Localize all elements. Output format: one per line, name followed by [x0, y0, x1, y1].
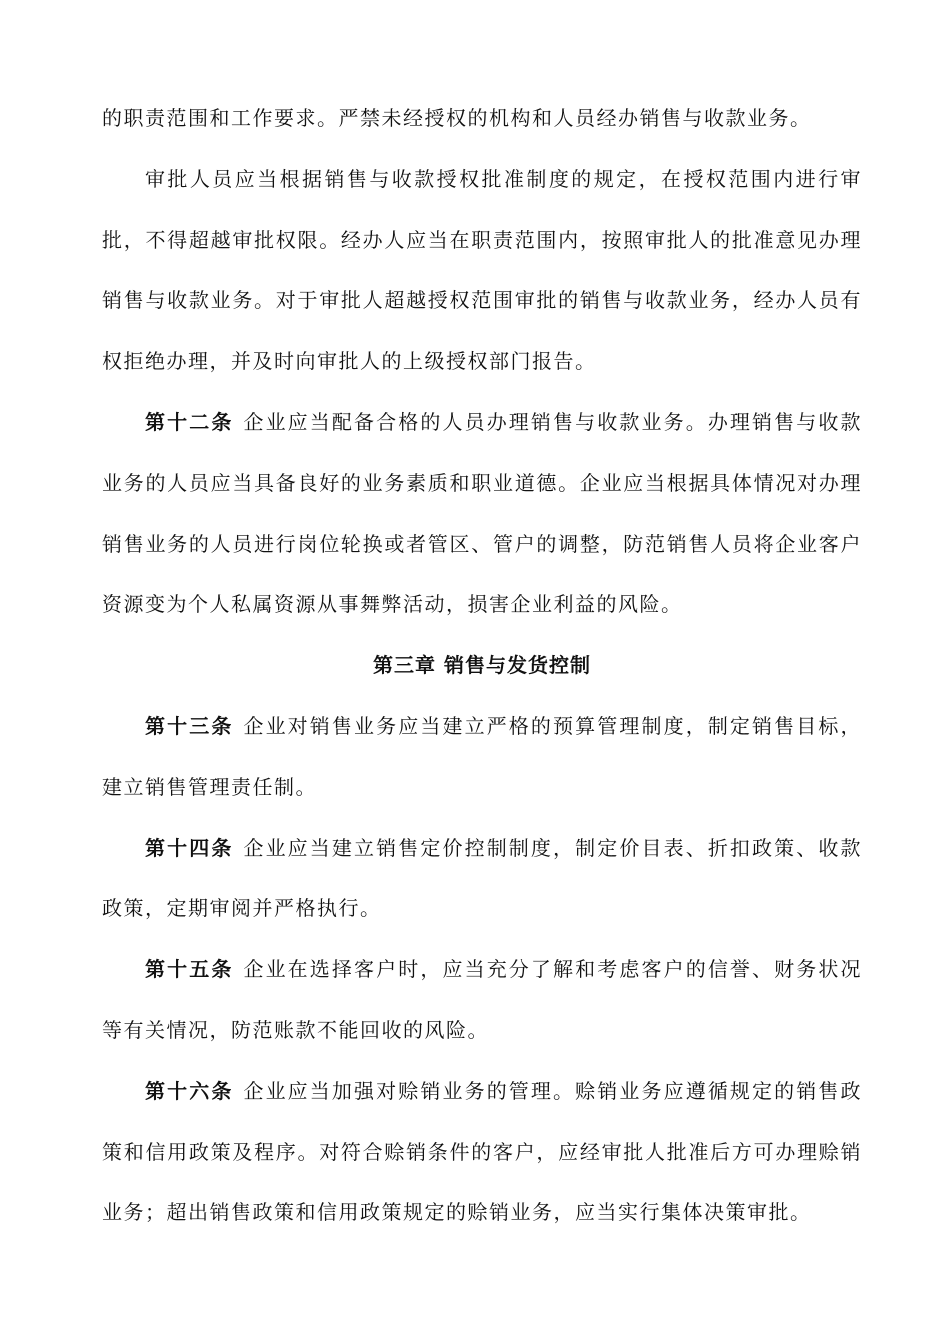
- article-15-label: 第十五条: [145, 957, 234, 982]
- article-15-text: 企业在选择客户时，应当充分了解和考虑客户的信誉、财务状况等有关情况，防范账款不能回收的风险。: [102, 957, 863, 1042]
- article-14-text: 企业应当建立销售定价控制制度，制定价目表、折扣政策、收款政策，定期审阅并严格执行。: [102, 835, 863, 921]
- paragraph-continuation: 的职责范围和工作要求。严禁未经授权的机构和人员经办销售与收款业务。: [102, 106, 812, 130]
- article-13: [102, 696, 862, 818]
- article-12-text: 企业应当配备合格的人员办理销售与收款业务。办理销售与收款业务的人员应当具备良好的业务素质和职业道德。企业应当根据具体情况对办理销售业务的人员进行岗位轮换或者管区、管户的调整，防范销售人员将企业客户资源变为个人私属资源从事舞弊活动，损害企业利益的风险。: [102, 409, 863, 617]
- chapter-heading: 第三章 销售与发货控制: [373, 653, 591, 678]
- article-16-text: 企业应当加强对赊销业务的管理。赊销业务应遵循规定的销售政策和信用政策及程序。对符合赊销条件的客户，应经审批人批准后方可办理赊销业务；超出销售政策和信用政策规定的赊销业务，应当实行集体决策审批。: [102, 1078, 863, 1225]
- article-13-label: 第十三条: [145, 713, 234, 738]
- article-13-text: 企业对销售业务应当建立严格的预算管理制度，制定销售目标，建立销售管理责任制。: [102, 713, 863, 799]
- article-15: [102, 939, 862, 1061]
- article-12: [102, 392, 862, 635]
- article-12-label: 第十二条: [145, 409, 234, 434]
- document-body: [102, 88, 862, 1243]
- paragraph-approval: 审批人员应当根据销售与收款授权批准制度的规定，在授权范围内进行审批，不得超越审批权限。经办人应当在职责范围内，按照审批人的批准意见办理销售与收款业务。对于审批人超越授权范围审批的销售与收款业务，经办人员有权拒绝办理，并及时向审批人的上级授权部门报告。: [102, 166, 862, 374]
- article-14-label: 第十四条: [145, 835, 234, 860]
- article-16-label: 第十六条: [145, 1078, 234, 1103]
- article-16: [102, 1061, 862, 1243]
- article-14: [102, 818, 862, 940]
